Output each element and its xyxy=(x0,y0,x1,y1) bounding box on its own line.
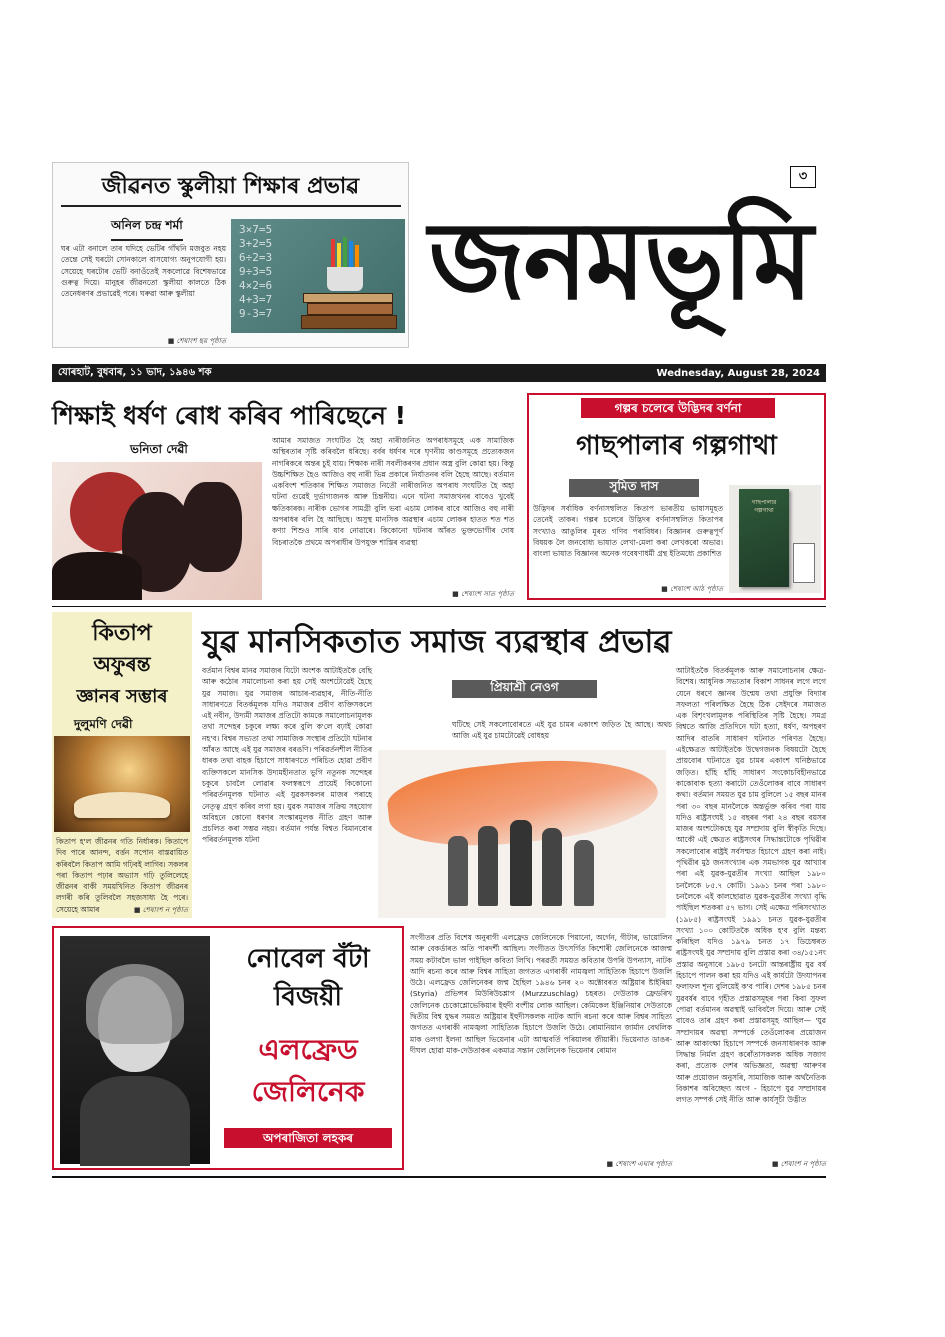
sidebar-title-line1: কিতাপ xyxy=(92,621,152,646)
article2-kicker: গল্পৰ চলেৰে উদ্ভিদৰ বৰ্ণনা xyxy=(581,398,775,418)
chalkboard-writing: 3×7=5 3+2=5 6÷2=3 9÷3=5 4×2=6 4+3=7 9-3=7 xyxy=(239,223,273,320)
nobel-title-line1: নোবেল বঁটা xyxy=(246,944,370,974)
nobel-author: অপৰাজিতা লহকৰ xyxy=(224,1128,392,1148)
lead-image xyxy=(378,750,666,918)
article2-title: গাছপালাৰ গল্পগাথা xyxy=(576,431,777,461)
sidebar-title-line2: অফুৰন্ত xyxy=(93,652,151,676)
sidebar-box xyxy=(52,612,192,918)
article1-title: শিক্ষাই ধৰ্ষণ ৰোধ কৰিব পাৰিছেনে ! xyxy=(52,401,407,430)
lead-author: প্ৰিয়াশ্ৰী নেওগ xyxy=(452,680,597,698)
page-number: ৩ xyxy=(798,168,808,184)
sidebar-author: দুলুমণি দেৱী xyxy=(74,716,132,740)
teaser-title-underline xyxy=(61,205,401,207)
teaser-author: অনিল চন্দ্ৰ শৰ্মা xyxy=(111,217,183,241)
sidebar-continued: ■ শেষাংশ ন পৃষ্ঠাত xyxy=(133,906,188,914)
dateline-english: Wednesday, August 28, 2024 xyxy=(656,367,820,379)
lead-title: যুৱ মানসিকতাত সমাজ ব্যৱস্থাৰ প্ৰভাৱ xyxy=(202,624,672,660)
article2-box xyxy=(527,393,826,600)
books-stack xyxy=(301,291,397,331)
chalkboard-image xyxy=(231,219,405,333)
section-divider xyxy=(52,606,826,607)
teaser-text: ঘৰ এটা বনালে তাৰ ঘদিহে ভেটিৰ গাঁথনি মজবুত নহয় তেন্তে সেই ঘৰটো সোনকালে বাসযোগ্য অনুপযোগী হয়। সেয়েহে ঘৰটোৰ ভেটি বনাওঁতেই সকলোৱে বিশেষভাৱে গুৰুত্ব দিয়ে। মানুহৰ জীৱনতো স্কুলীয়া কালতে ঠিক তেনেধৰণৰ প্ৰভাৱেই পৰে। ঘৰুৱা আৰু স্কুলীয়া xyxy=(61,244,226,299)
nobel-name-line1: এলফ্ৰেড xyxy=(258,1033,358,1066)
nobel-title-line2: বিজয়ী xyxy=(274,982,342,1012)
sidebar-book-image xyxy=(54,736,190,832)
article1-image xyxy=(52,462,262,600)
teaser-box xyxy=(52,162,409,348)
masthead: জনমভূমি xyxy=(428,199,812,324)
book-cover-image xyxy=(729,485,821,593)
sidebar-title-line3: জ্ঞানৰ সম্ভাৰ xyxy=(76,686,168,707)
book-cover-title: গাছপালার গল্পগাথা xyxy=(751,499,777,514)
lead-col3: আটাইতকৈ বিতৰ্কমূলক আৰু সমালোচনাৰ ক্ষেত্ৰ-বিশেষ। আধুনিক সভ্যতাৰ বিকাশ সাধনৰ লগে লগে যেনে ধৰণে জ্ঞানৰ উন্মেষ তথা প্ৰযুক্তি বিদ্যাৰ সফলতা পৰিলক্ষিত হৈছে ঠিক সেইদৰে সমাজত এক বিশৃংখলামূলক পৰিস্থিতিৰ সৃষ্টি হৈছে। সমগ্ৰ বিশ্বতে আজি প্ৰতিদিনে ঘটা হত্যা, ধৰ্ষণ, অপহৰণ আদিৰ বাতৰি সাধাৰণ ঘটনাত পৰিণত হৈছে। এইক্ষেত্ৰত আটাইতকৈ উদ্বেগজনক বিষয়টো হৈছে প্ৰায়বোৰ ঘটনাতে যুৱ চামৰ একাংশ ঘনিষ্ঠভাৱে জড়িত। হাঁহি হাঁহি সাধাৰণ সংকোচবিহীনভাৱে কাকোবাক হত্যা কৰাটো তেওঁলোকৰ বাবে সাধাৰণ কথা। বৰ্তমান সময়ত যুৱ চাম বুলিলে ১৫ বছৰ মানৰ পৰা ৩০ বছৰ মানলৈকে অন্তৰ্ভুক্ত কৰিব পৰা যায় যদিও ৰাষ্ট্ৰসংঘই ১৫ বছৰৰ পৰা ২৪ বছৰ বয়সৰ মাজৰ অংশটোকহে যুৱ সম্প্ৰদায় বুলি স্বীকৃতি দিছে। আকৌ এই ক্ষেত্ৰত ৰাষ্ট্ৰসংঘৰ সিদ্ধান্তটোকে পৃথিৱীৰ সকলোবোৰ ৰাষ্ট্ৰই সৰ্বসম্মত হিচাপে গ্ৰহণ কৰা নাই। পৃথিৱীৰ মুঠ জনসংখ্যাৰ এক সমভাগক যুৱ আখ্যাৰ পৰা এই যুৱক-যুৱতীৰ সংখ্যা আছিল ১৯৮০ চনলৈকে ৮৫.৭ কোটি। ১৯৬১ চনৰ পৰা ১৯৮০ চনলৈকে এই কালছোৱাত যুৱক-যুৱতীৰ সংখ্যা বৃদ্ধি পাইছিল শতকৰা ৫৭ ভাগ। সেই এক্ষেত্ৰ পৰিসংখ্যাত (১৯৮৫) ৰাষ্ট্ৰসংঘই ১৯৯১ চনত যুৱক-যুৱতীৰ সংখ্যা ১০০ কোটিতকৈ অধিক হ'ব বুলি মন্তব্য কৰিছিল যদিও ১৯৭৯ চনত ১৭ ডিচেম্বৰত ৰাষ্ট্ৰসংঘই যুৱ সম্প্ৰদায় বুলি প্ৰস্তাৱ কৰা ৩৪/১৫১নং প্ৰস্তাৱ অনুসাৰে ১৯৮৫ চনটো আন্তৰাষ্ট্ৰীয় যুৱ বৰ্ষ হিচাপে পালন কৰা হয় যদিও এই কাৰ্যটো উদযাপনৰ ফলাফল শূন্য বুলিয়েই ক'ব পাৰি। দেশৰ ১৯৮৫ চনৰ যুৱবৰ্ষৰ বাবে গৃহীত প্ৰস্তাৱসমূহৰ পৰা কিবা সুফল পোৱা বৰ্তমানৰ অৱস্থাই ভাবিবলৈ দিয়ে। আৰু সেই বাবেও তাৰ গ্ৰহণ কৰা প্ৰস্তাৱসমূহ আছিল— 'যুৱ সম্প্ৰদায়ৰ অৱস্থা সম্পৰ্কে তেওঁলোকৰ প্ৰয়োজন আৰু আকাংক্ষা হিচাপে সম্পৰ্কে জনসাধাৰণক আৰু সিদ্ধান্ত নিৰ্মল গ্ৰহণ কৰোঁতাসকলক অধিক সজাগ কৰা, প্ৰত্যেক দেশৰ অভিজ্ঞতা, অৱস্থা আৰুণৰ আৰু প্ৰয়োজন অনুসৰি, সামাজিক আৰু অৰ্থনৈতিক বিকাশৰ অবিচ্ছেদ্য অংগ - হিচাপে যুৱ সম্প্ৰদায়ৰ লগত সম্পৰ্ক সেই নীতি আৰু কাৰ্যসূচী উদ্ভীত xyxy=(676,666,826,1105)
lead-col2-top: ঘটিছে সেই সকলোবোৰতে এই যুৱ চামৰ একাংশ জড়িত হৈ আছে। অথচ আজি এই যুৱ চামটোৱেই বোধহয় xyxy=(452,720,672,741)
nobel-box xyxy=(52,926,404,1170)
article2-continued: ■ শেষাংশ আঠ পৃষ্ঠাত xyxy=(661,585,723,593)
sidebar-text: কিতাপ হ'ল জীৱনৰ গতি নিৰ্ধাৰক। কিতাপে দিব পাৰে আনন্দ, বৰ্ত্তন সপোন বাস্তৱায়িত কৰিবলৈ কিতাপ আমি গঢ়িবই লাগিব। সকলৰ পৰা কিতাপ পঢ়াৰ অভ্যাস গঢ়ি তুলিলেহে জীৱনৰ বাকী সময়খিনিত কিতাপ জীৱনৰ লগৰী কৰি তুলিবলৈ সহজসাধ্য হৈ পৰে। সেয়েহে আমাৰ xyxy=(56,837,188,914)
lead-col2-bottom: সংগীতৰ প্ৰতি বিশেষ অনুৰাগী এলফ্ৰেড জেলিনেকে পিয়ানো, অৰ্গেন, গীটাৰ, ভায়োলিন আৰু বেকৰ্ডাৰত অতি পাৰদৰ্শী আছিল। সংগীতত উৎসৰ্গিত কিশোৰী জেলিনেকে আজন্ম সময় কটাবলৈ ভাল পাইছিল কবিতা লিখি। পৰৱৰ্তী সময়ত কবিতাৰ উপৰি উপন্যাস, নাটক আদি ৰচনা কৰে আৰু বিশ্বৰ সাহিত্য জগতত এগৰাকী নামজ্বলা সাহিত্যিক হিচাপে উজলি উঠে। এলফ্ৰেড জেলিনেকৰ জন্ম হৈছিল ১৯৪৬ চনৰ ২০ অক্টোবৰত অষ্ট্ৰিয়াৰ ষ্টাইৰিয়া (Styria) প্ৰভিন্সৰ মিউৰিউচশ্লাগ (Murzzuschlag) চহৰত। দেউতাক ফ্ৰেডৰিখ জেলিনেক চেকোশ্লোভেকিয়াৰ ইহুদী বংশীয় লোক আছিল। কেমিকেল ইঞ্জিনিয়াৰ দেউতাকে দ্বিতীয় বিশ্ব যুদ্ধৰ সময়ত অষ্ট্ৰিয়াৰ ইহুদীসকলক নাটক আদি ৰচনা কৰে আৰু বিশ্বৰ সাহিত্য জগতত এগৰাকী নামজ্বলা সাহিত্যিক হিচাপে উজলি উঠে। ৰোমানিয়ান জাৰ্মান বেথলিক মাক ওলগা ইলনা আছিল ভিয়েনাৰ এটা আত্মবৰ্তি পৰিয়ালৰ জীয়াৰী। ভিয়েনাত ডাঙৰ-দীঘল হোৱা মাক-দেউতাকৰ একমাত্ৰ সন্তান জেলিনেক ভিয়েনাৰ ৰোমান xyxy=(410,933,672,1055)
lead-col3-continued: ■ শেষাংশ ন পৃষ্ঠাত xyxy=(771,1160,826,1168)
article1-text xyxy=(272,434,514,588)
teaser-continued: ■ শেষাংশ ছয় পৃষ্ঠাত xyxy=(167,337,226,345)
lead-col1: বৰ্তমান বিশ্বৰ মানৱ সমাজৰ যিটো অংশক আটাইতকৈ বেছি আৰু কঠোৰ সমালোচনা কৰা হয় সেই অংশটোৱেই হৈছে যুৱ সমাজ। যুৱ সমাজৰ আচাৰ-ব্যৱহাৰ, নীতি-নীতি সাধাৰণতে বিতৰ্কমূলক যদিও সমাজৰ প্ৰবীণ ব্যক্তিসকলে এই নবীন, উদ্যমী সমাজৰ প্ৰতিটো কামকে সমালোচনামূলক তথা সন্দেহৰ চকুৰে লক্ষ্য কৰে বুলি ক'লে বঢ়াই কোৱা নহ'ব। বিশ্বৰ সভ্যতা তথা সামাজিক সংস্থাৰ প্ৰতিটো ঘটনাৰ আঁৰত আছে এই যুৱ সমাজৰ বৰঙণি। পৰিৱৰ্তনশীল নীতিৰ ধাৰক তথা বাহক হিচাপে সাধাৰণতে পৰিচিত হোৱা প্ৰবীণ ব্যক্তিসকলে মানসিক উদ্যমহীনতাত ভুগি নতুনক সন্দেহৰ চকুৰে চাবলৈ লোৱাৰ ফলস্বৰূপে প্ৰায়েই কিকোনো পৰিৱৰ্তনমূলক ঘটনাত এই যুৱকসকলৰ মাজৰ পৰাহে নেতৃত্ব গ্ৰহণ কৰিব লগা হয়। যুৱক সমাজৰ সক্ৰিয় সহযোগ অবিহনে কোনো ধৰণৰ সংস্কাৰমূলক নীতি গ্ৰহণ আৰু প্ৰচলিত কৰা সম্ভৱ নহয়। বৰ্তমান পৰ্যন্ত বিশ্বত বিমানবোৰ পৰিৱৰ্তনমূলক যটনা xyxy=(202,666,372,845)
page-number-box xyxy=(790,166,816,188)
article1-body: আমাৰ সমাজত সংঘটিত হৈ অহা নাৰীজনিত অপৰাধসমূহে এক সামাজিক অস্থিৰতাৰ সৃষ্টি কৰিবলৈ ধৰিছে। বৰ্বৰ ধৰ্ষণৰ দৰে ঘৃণনীয় কাণ্ডসমূহে প্ৰত্যেকজন নাগৰিকৰে অন্তৰ চুই যায়। শিক্ষাক নাৰী সবলীকৰণৰ প্ৰধান অস্ত্ৰ বুলি কোৱা হয়। কিন্তু উচ্চশিক্ষিত হৈও আজিও বহু নাৰী ভিন্ন প্ৰকাৰে নিৰ্যাতনৰ বলি হৈছে আছে। বৰ্তমান একবিংশ শতিকাৰ শিক্ষিত সমাজত নিতৌ নাৰীজনিত অপৰাধ সংঘটিত হৈ অহা ঘটনা গুৱেই দুৰ্ভাগ্যজনক আৰু চিন্তনীয়। এনে ঘটনা সমাজখনৰ বাবেও খুবেই ক্ষতিকাৰক। নাৰীক ভোগৰ সামগ্ৰী বুলি ভবা এচাম লোকৰ বাবে আজিও বহু নাৰী অপৰাধৰ বলি হৈ আছিছে। অসুস্থ মানসিক অৱস্থাৰ এচাম লোকৰ হাতত শত শত কণ্যা শিশুও সাৰি যাব নোৱাৰে। কিকোনো ঘটনাৰ আঁৰত ভুক্তভোগীৰ দোষ বিচৰাতকৈ প্ৰথমে অপৰাধীৰ উপযুক্ত শাস্তিৰ ব্যৱস্থা xyxy=(272,436,514,547)
article2-text: উদ্ভিদৰ সৰ্বাধিক বৰ্ণনাসম্বলিত কিতাপ ভাৰতীয় ভাষাসমূহত তেনেই তাকৰ। গল্পৰ চলেৰে উদ্ভিদৰ বৰ্ণনাসম্বলিত কিতাপৰ সংখ্যাও আঙুলিৰ মূৰত গণিব পৰাবিধৰ। বিজ্ঞানৰ গুৰুত্বপূৰ্ণ বিষয়ক লৈ জনবোধ্য ভাষাত লেখা-মেলা কৰা লেখকৰো অভাৱ। বাংলা ভাষাত বিজ্ঞানৰ অনেক গবেষণাধৰ্মী গ্ৰন্থ ইতিমধ্যে প্ৰকাশিত xyxy=(533,504,723,559)
article1-continued: ■ শেষাংশ সাত পৃষ্ঠাত xyxy=(452,590,514,598)
bottom-rule xyxy=(52,1176,826,1178)
pencil-cup xyxy=(327,239,367,291)
dateline-bar xyxy=(52,364,826,382)
nobel-portrait xyxy=(60,936,210,1164)
dateline-local: যোৰহাট, বুধবাৰ, ১১ ভাদ, ১৯৪৬ শক xyxy=(58,366,212,378)
lead-col2-continued: ■ শেষাংশ এঘাৰ পৃষ্ঠাত xyxy=(606,1160,672,1168)
teaser-title: জীৱনত স্কুলীয়া শিক্ষাৰ প্ৰভাৱ xyxy=(101,174,360,199)
article2-author: সুমিত দাস xyxy=(569,479,699,497)
nobel-name-line2: জেলিনেক xyxy=(251,1075,365,1108)
article1-author: ভনিতা দেৱী xyxy=(130,441,188,465)
